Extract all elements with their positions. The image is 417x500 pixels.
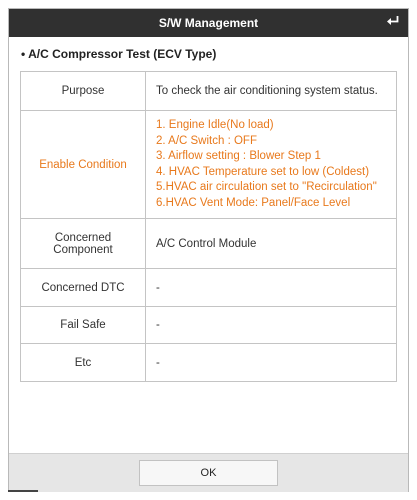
condition-line: 1. Engine Idle(No load): [156, 119, 274, 131]
return-arrow-icon: [386, 14, 400, 32]
back-button[interactable]: [378, 9, 408, 37]
row-label-fail-safe: Fail Safe: [21, 307, 146, 344]
table-row: [21, 344, 397, 382]
dialog-window: [8, 8, 409, 492]
table-row: [21, 219, 397, 269]
row-value-concerned-dtc: -: [146, 269, 397, 307]
test-heading: • A/C Compressor Test (ECV Type): [21, 47, 217, 61]
row-label-etc: Etc: [21, 344, 146, 382]
condition-line: 4. HVAC Temperature set to low (Coldest): [156, 165, 370, 178]
dialog-footer: [9, 453, 408, 492]
condition-line: 6.HVAC Vent Mode: Panel/Face Level: [156, 196, 351, 209]
row-label-concerned-component: Concerned Component: [21, 219, 146, 269]
row-value-fail-safe: -: [146, 307, 397, 344]
divider: [8, 490, 38, 492]
row-value-enable-condition: [146, 111, 397, 219]
row-label-purpose: Purpose: [21, 72, 146, 111]
table-row: [21, 307, 397, 344]
title-bar: [9, 9, 408, 37]
row-label-concerned-dtc: Concerned DTC: [21, 269, 146, 307]
condition-line: 5.HVAC air circulation set to "Recirculation": [156, 181, 377, 193]
condition-line: 2. A/C Switch : OFF: [156, 134, 257, 147]
row-value-etc: -: [146, 344, 397, 382]
table-row: [21, 269, 397, 307]
test-info-table: [20, 71, 397, 382]
condition-line: 3. Airflow setting : Blower Step 1: [156, 150, 321, 162]
table-row: [21, 72, 397, 111]
window-title: S/W Management: [158, 16, 259, 30]
ok-button[interactable]: OK: [139, 460, 278, 486]
row-value-purpose: To check the air conditioning system status.: [146, 72, 397, 111]
row-label-enable-condition: Enable Condition: [21, 111, 146, 219]
row-value-concerned-component: A/C Control Module: [146, 219, 397, 269]
table-row: [21, 111, 397, 219]
